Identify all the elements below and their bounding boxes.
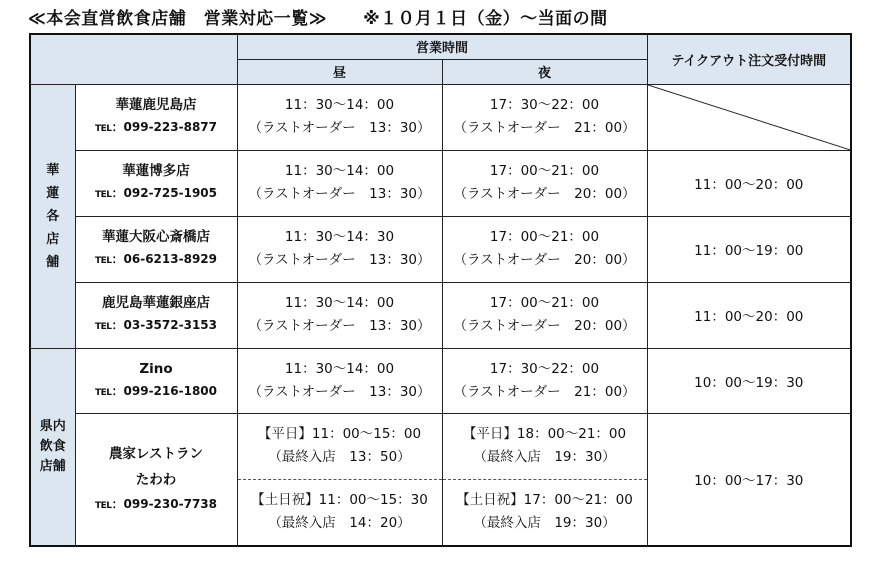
store-name: Zino (139, 360, 173, 377)
hours-table (29, 33, 852, 547)
day-last-order: （ラストオーダー 13：30） (248, 120, 431, 136)
day-hours: 11：30～14：00 (284, 97, 395, 113)
table-row (30, 84, 851, 150)
store-tel (76, 493, 237, 517)
day-hours: 11：30～14：00 (284, 360, 395, 377)
store-tel (76, 248, 237, 272)
header-day: 昼 (237, 59, 442, 84)
day-last-order: （ラストオーダー 13：30） (248, 318, 431, 334)
night-last-order: （ラストオーダー 20：00） (453, 186, 636, 202)
header-takeout: テイクアウト注文受付時間 (647, 34, 851, 84)
day-hours-cell (237, 150, 442, 216)
day-last-order: （ラストオーダー 13：30） (248, 186, 431, 202)
tel-mark: TEL (95, 501, 112, 512)
store-tel (76, 380, 237, 404)
weekday-night-last-entry: （最終入店 19：30） (473, 449, 616, 465)
store-name: 華蓮博多店 (122, 163, 190, 179)
header-blank (30, 34, 237, 84)
store-cell (75, 282, 237, 348)
day-hours: 11：30～14：00 (284, 163, 395, 179)
holiday-night-hours: 【土日祝】17：00～21：00 (456, 492, 633, 509)
weekday-day-last-entry: （最終入店 13：50） (268, 449, 411, 465)
table-row (30, 348, 851, 413)
tel-mark: TEL (95, 256, 112, 266)
takeout-unavailable-cell (647, 84, 851, 150)
takeout-hours: 11：00～20：00 (647, 150, 851, 216)
store-name-line2: たわわ (135, 472, 177, 489)
store-cell (75, 413, 237, 546)
holiday-day-last-entry: （最終入店 14：20） (268, 515, 411, 532)
night-hours-cell (442, 150, 647, 216)
group-label-kennai (30, 348, 75, 546)
store-cell (75, 84, 237, 150)
tel-number: ：099-230-7738 (111, 497, 217, 512)
store-tel (76, 182, 237, 206)
title-period-note: ※１０月１日（金）～当面の間 (363, 9, 608, 29)
title-main: ≪本会直営飲食店舗 営業対応一覧≫ (28, 9, 328, 29)
holiday-night-last-entry: （最終入店 19：30） (473, 515, 616, 532)
tel-number: ：03-3572-3153 (111, 318, 217, 332)
store-tel (76, 314, 237, 338)
tel-number: ：099-223-8877 (111, 120, 217, 134)
day-hours: 11：30～14：30 (284, 229, 395, 245)
night-hours: 17：30～22：00 (489, 360, 600, 377)
holiday-day-hours: 【土日祝】11：00～15：30 (251, 492, 428, 509)
table-row (30, 216, 851, 282)
tel-mark: TEL (95, 387, 112, 398)
night-hours-cell (442, 348, 647, 413)
night-last-order: （ラストオーダー 20：00） (453, 318, 636, 334)
night-hours-cell (442, 84, 647, 150)
day-last-order: （ラストオーダー 13：30） (248, 252, 431, 268)
day-last-order: （ラストオーダー 13：30） (248, 383, 431, 400)
group-label-karen (30, 84, 75, 348)
takeout-hours: 10：00～19：30 (647, 348, 851, 413)
night-hours-cell (442, 216, 647, 282)
tel-mark: TEL (95, 322, 112, 332)
weekday-day-hours: 【平日】11：00～15：00 (257, 426, 422, 442)
header-night: 夜 (442, 59, 647, 84)
store-name: 華蓮鹿児島店 (115, 97, 197, 113)
tel-mark: TEL (95, 124, 112, 134)
day-hours-cell (237, 479, 442, 546)
night-hours-cell (442, 282, 647, 348)
store-name: 鹿児島華蓮銀座店 (102, 295, 210, 311)
table-row (30, 413, 851, 479)
day-hours-cell (237, 216, 442, 282)
takeout-hours: 10：00～17：30 (647, 413, 851, 546)
day-hours: 11：30～14：00 (284, 295, 395, 311)
page-title (28, 4, 608, 29)
group-label-text: 県内飲食店舗 (39, 418, 66, 474)
takeout-hours: 11：00～20：00 (647, 282, 851, 348)
store-cell (75, 348, 237, 413)
tel-number: ：099-216-1800 (111, 383, 217, 398)
table-row (30, 282, 851, 348)
night-last-order: （ラストオーダー 20：00） (453, 252, 636, 268)
takeout-hours: 11：00～19：00 (647, 216, 851, 282)
night-last-order: （ラストオーダー 21：00） (453, 120, 636, 136)
day-hours-cell (237, 348, 442, 413)
store-cell (75, 150, 237, 216)
header-business-hours: 営業時間 (237, 34, 647, 59)
weekday-night-hours: 【平日】18：00～21：00 (462, 426, 627, 442)
table-row (30, 150, 851, 216)
night-hours: 17：00～21：00 (489, 295, 600, 311)
store-name: 農家レストラン (108, 446, 204, 463)
tel-number: ：06-6213-8929 (111, 252, 217, 266)
night-hours-cell (442, 413, 647, 479)
tel-mark: TEL (95, 190, 112, 200)
night-hours: 17：30～22：00 (489, 97, 600, 113)
day-hours-cell (237, 282, 442, 348)
group-label-text: 華蓮各店舗 (46, 162, 60, 270)
night-hours-cell (442, 479, 647, 546)
store-tel (76, 116, 237, 140)
tel-number: ：092-725-1905 (111, 186, 217, 200)
diagonal-line (648, 85, 851, 150)
night-last-order: （ラストオーダー 21：00） (453, 383, 636, 400)
night-hours: 17：00～21：00 (489, 229, 600, 245)
store-name: 華蓮大阪心斎橋店 (102, 229, 210, 245)
day-hours-cell (237, 84, 442, 150)
store-cell (75, 216, 237, 282)
day-hours-cell (237, 413, 442, 479)
night-hours: 17：00～21：00 (489, 163, 600, 179)
